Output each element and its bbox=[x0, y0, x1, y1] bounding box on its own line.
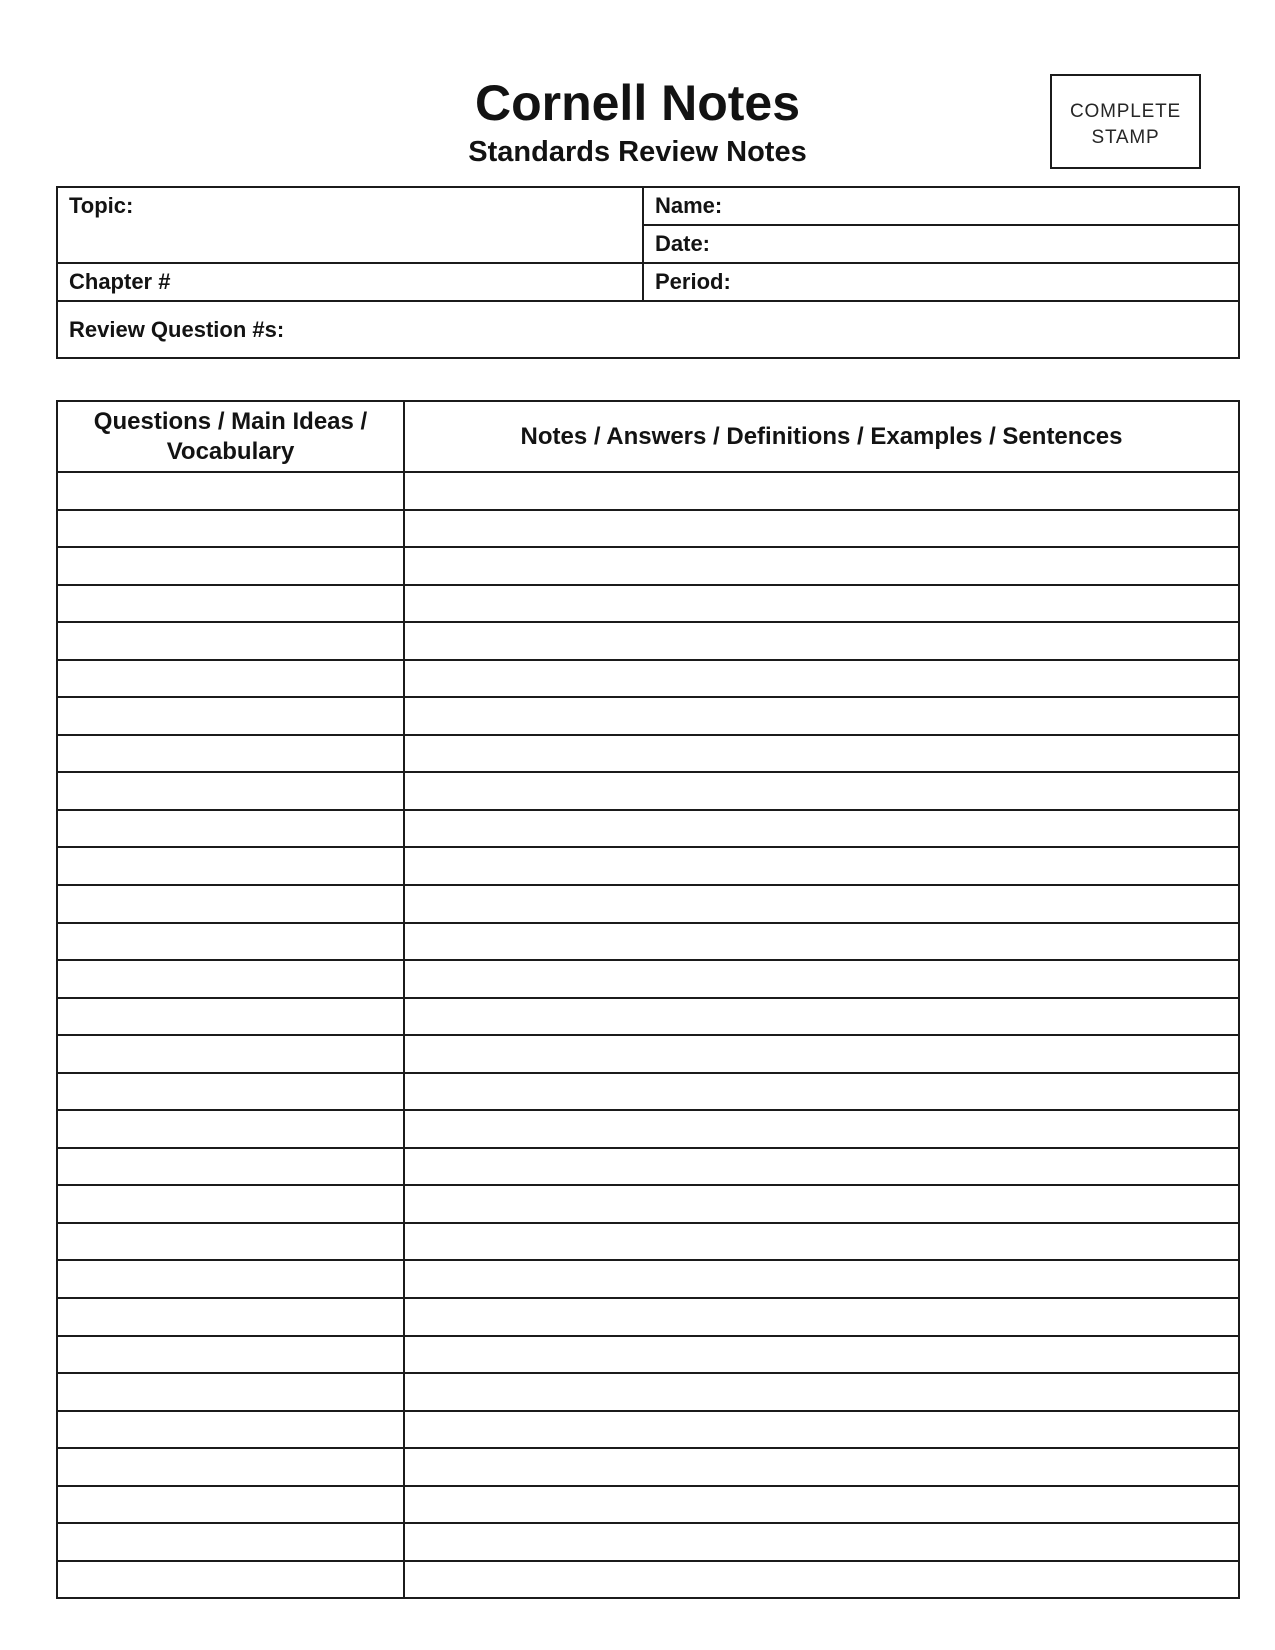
notes-row-notes-cell bbox=[404, 1260, 1239, 1298]
notes-row-notes-cell bbox=[404, 810, 1239, 848]
notes-row-notes-cell bbox=[404, 885, 1239, 923]
notes-row-notes-cell bbox=[404, 547, 1239, 585]
notes-row-notes-cell bbox=[404, 585, 1239, 623]
chapter-label: Chapter # bbox=[69, 269, 171, 294]
notes-row-notes-cell bbox=[404, 923, 1239, 961]
notes-row-question-cell bbox=[57, 1336, 404, 1374]
notes-row bbox=[57, 810, 1239, 848]
page-title: Cornell Notes bbox=[474, 75, 801, 131]
notes-row bbox=[57, 847, 1239, 885]
review-questions-label: Review Question #s: bbox=[69, 316, 285, 342]
notes-row bbox=[57, 472, 1239, 510]
notes-row-question-cell bbox=[57, 1486, 404, 1524]
notes-row bbox=[57, 772, 1239, 810]
notes-row-notes-cell bbox=[404, 998, 1239, 1036]
notes-row bbox=[57, 1148, 1239, 1186]
notes-row-notes-cell bbox=[404, 1561, 1239, 1599]
notes-row-notes-cell bbox=[404, 472, 1239, 510]
review-questions-field-cell bbox=[57, 301, 1239, 358]
notes-row-notes-cell bbox=[404, 622, 1239, 660]
notes-row bbox=[57, 1561, 1239, 1599]
name-label: Name: bbox=[655, 193, 723, 218]
page-subtitle: Standards Review Notes bbox=[468, 136, 807, 168]
name-field-cell bbox=[643, 187, 1239, 225]
notes-row-question-cell bbox=[57, 1073, 404, 1111]
info-row-chapter-period bbox=[57, 263, 1239, 301]
notes-row-question-cell bbox=[57, 1523, 404, 1561]
notes-row bbox=[57, 1035, 1239, 1073]
info-table bbox=[56, 186, 1240, 359]
notes-row-question-cell bbox=[57, 510, 404, 548]
info-row-review-questions bbox=[57, 301, 1239, 358]
notes-row bbox=[57, 660, 1239, 698]
topic-label: Topic: bbox=[69, 193, 134, 218]
notes-row-question-cell bbox=[57, 1561, 404, 1599]
notes-row-notes-cell bbox=[404, 772, 1239, 810]
notes-row bbox=[57, 585, 1239, 623]
notes-row bbox=[57, 1298, 1239, 1336]
notes-row bbox=[57, 510, 1239, 548]
notes-row bbox=[57, 1185, 1239, 1223]
notes-row-question-cell bbox=[57, 660, 404, 698]
notes-row bbox=[57, 1110, 1239, 1148]
notes-row-notes-cell bbox=[404, 660, 1239, 698]
stamp-line-1: COMPLETE bbox=[1070, 100, 1181, 122]
notes-row-notes-cell bbox=[404, 1223, 1239, 1261]
notes-row bbox=[57, 1448, 1239, 1486]
stamp-line-2: STAMP bbox=[1091, 126, 1160, 148]
notes-row-notes-cell bbox=[404, 1110, 1239, 1148]
notes-row bbox=[57, 735, 1239, 773]
notes-row-notes-cell bbox=[404, 510, 1239, 548]
notes-row bbox=[57, 998, 1239, 1036]
notes-row bbox=[57, 923, 1239, 961]
notes-row-notes-cell bbox=[404, 735, 1239, 773]
notes-row bbox=[57, 1260, 1239, 1298]
notes-row-question-cell bbox=[57, 1373, 404, 1411]
chapter-field-cell bbox=[57, 263, 643, 301]
notes-row bbox=[57, 1411, 1239, 1449]
notes-row-question-cell bbox=[57, 810, 404, 848]
notes-row-question-cell bbox=[57, 472, 404, 510]
notes-row-question-cell bbox=[57, 1110, 404, 1148]
notes-row-question-cell bbox=[57, 1223, 404, 1261]
notes-row bbox=[57, 1486, 1239, 1524]
notes-column-header: Notes / Answers / Definitions / Examples / Sentences bbox=[404, 401, 1239, 472]
notes-row-question-cell bbox=[57, 1260, 404, 1298]
notes-row-notes-cell bbox=[404, 1185, 1239, 1223]
notes-row bbox=[57, 697, 1239, 735]
notes-row-notes-cell bbox=[404, 697, 1239, 735]
notes-row bbox=[57, 1073, 1239, 1111]
notes-row-question-cell bbox=[57, 547, 404, 585]
notes-row bbox=[57, 622, 1239, 660]
notes-row-question-cell bbox=[57, 923, 404, 961]
notes-table bbox=[56, 400, 1240, 1599]
notes-header-row bbox=[57, 401, 1239, 472]
notes-row-notes-cell bbox=[404, 960, 1239, 998]
notes-row-notes-cell bbox=[404, 1411, 1239, 1449]
complete-stamp-box bbox=[1050, 74, 1201, 169]
notes-row-question-cell bbox=[57, 960, 404, 998]
notes-row-notes-cell bbox=[404, 1298, 1239, 1336]
notes-row-notes-cell bbox=[404, 1035, 1239, 1073]
notes-row-question-cell bbox=[57, 622, 404, 660]
notes-row-question-cell bbox=[57, 885, 404, 923]
notes-row-notes-cell bbox=[404, 1373, 1239, 1411]
notes-row bbox=[57, 547, 1239, 585]
notes-row-question-cell bbox=[57, 847, 404, 885]
notes-row-question-cell bbox=[57, 585, 404, 623]
notes-row-notes-cell bbox=[404, 1336, 1239, 1374]
notes-row-notes-cell bbox=[404, 1448, 1239, 1486]
notes-row bbox=[57, 960, 1239, 998]
notes-row-question-cell bbox=[57, 1035, 404, 1073]
date-label: Date: bbox=[655, 231, 711, 256]
notes-row-notes-cell bbox=[404, 847, 1239, 885]
notes-row-question-cell bbox=[57, 1448, 404, 1486]
notes-row-question-cell bbox=[57, 998, 404, 1036]
notes-row-notes-cell bbox=[404, 1523, 1239, 1561]
notes-row bbox=[57, 1223, 1239, 1261]
notes-row-question-cell bbox=[57, 1148, 404, 1186]
date-field-cell bbox=[643, 225, 1239, 263]
notes-row-question-cell bbox=[57, 735, 404, 773]
notes-row bbox=[57, 1336, 1239, 1374]
notes-row-question-cell bbox=[57, 1185, 404, 1223]
notes-row-notes-cell bbox=[404, 1148, 1239, 1186]
notes-row-question-cell bbox=[57, 697, 404, 735]
notes-row bbox=[57, 1373, 1239, 1411]
notes-row bbox=[57, 1523, 1239, 1561]
questions-column-header: Questions / Main Ideas / Vocabulary bbox=[57, 401, 404, 472]
notes-row bbox=[57, 885, 1239, 923]
period-label: Period: bbox=[655, 269, 731, 294]
notes-row-notes-cell bbox=[404, 1486, 1239, 1524]
info-row-name bbox=[57, 187, 1239, 225]
period-field-cell bbox=[643, 263, 1239, 301]
notes-row-question-cell bbox=[57, 1298, 404, 1336]
topic-field-cell bbox=[57, 187, 643, 263]
notes-row-question-cell bbox=[57, 1411, 404, 1449]
notes-table-body bbox=[57, 472, 1239, 1598]
notes-row-question-cell bbox=[57, 772, 404, 810]
notes-row-notes-cell bbox=[404, 1073, 1239, 1111]
